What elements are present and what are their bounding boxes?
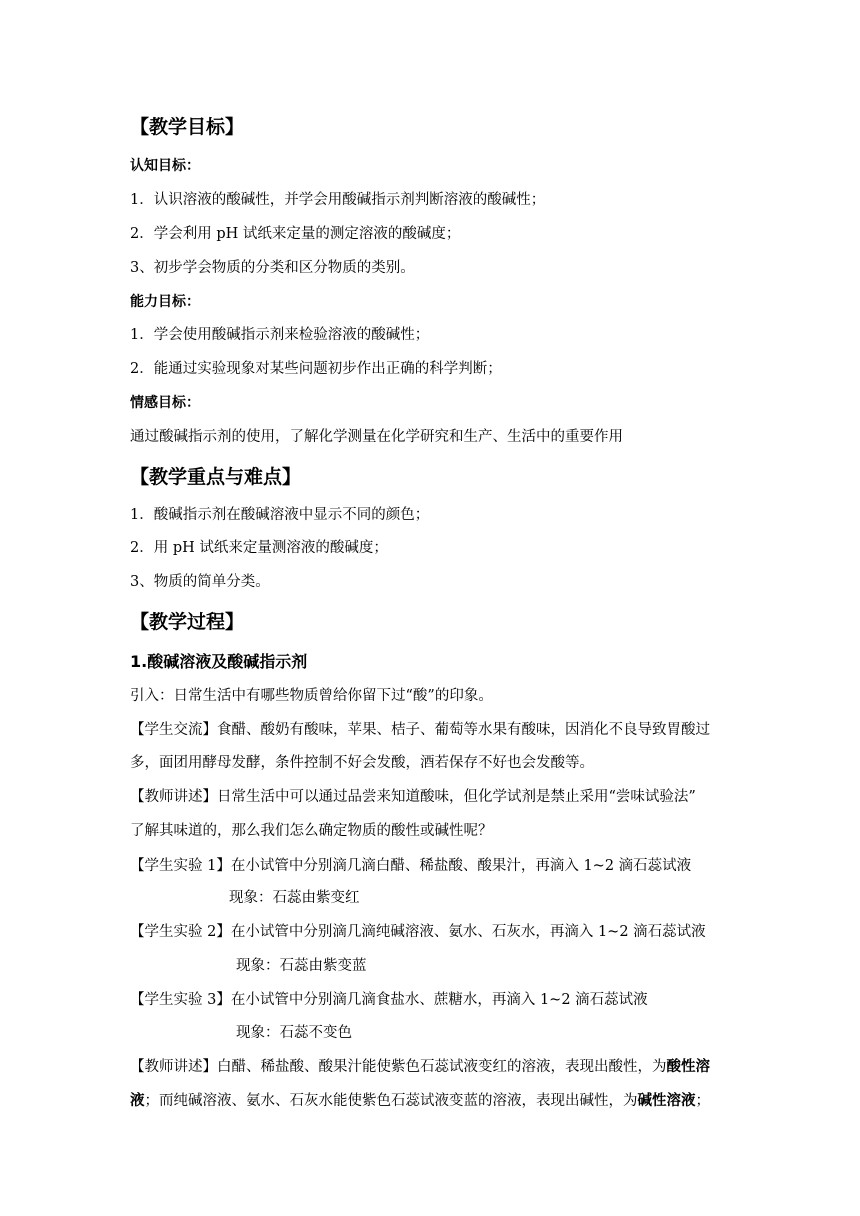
experiment-2: 【学生实验 2】在小试管中分别滴几滴纯碱溶液、氨水、石灰水，再滴入 1~2 滴石蕊试液	[130, 924, 706, 940]
lecture-punct: ；	[695, 1093, 710, 1109]
observation-3: 现象：石蕊不变色	[236, 1025, 352, 1041]
observation-1: 现象：石蕊由紫变红	[229, 890, 360, 906]
teacher-lecture-2-line-1	[130, 1057, 710, 1077]
emotion-heading: 情感目标：	[130, 395, 200, 411]
ability-heading: 能力目标：	[130, 294, 200, 310]
bold-term-acidic-end: 液	[130, 1093, 145, 1109]
lecture-text: ；而纯碱溶液、氨水、石灰水能使紫色石蕊试液变蓝的溶液，表现出碱性，为	[144, 1093, 638, 1109]
objectives-title: 【教学目标】	[130, 116, 245, 138]
student-exchange-line-2: 多，面团用酵母发酵，条件控制不好会发酸，酒若保存不好也会发酸等。	[130, 755, 594, 771]
cognitive-item-3: 3、初步学会物质的分类和区分物质的类别。	[130, 260, 415, 276]
bold-term-basic: 碱性溶液	[637, 1093, 696, 1109]
intro-text: 引入：日常生活中有哪些物质曾给你留下过“酸”的印象。	[130, 688, 493, 704]
student-exchange-line-1: 【学生交流】食醋、酸奶有酸味，苹果、桔子、葡萄等水果有酸味，因消化不良导致胃酸过	[130, 722, 710, 738]
keypoint-item-1: 1．酸碱指示剂在酸碱溶液中显示不同的颜色；	[130, 507, 430, 523]
process-title: 【教学过程】	[130, 611, 245, 633]
ability-item-1: 1．学会使用酸碱指示剂来检验溶液的酸碱性；	[130, 327, 430, 343]
cognitive-item-2: 2．学会利用 pH 试纸来定量的测定溶液的酸碱度；	[130, 226, 461, 242]
lecture-text: 【教师讲述】白醋、稀盐酸、酸果汁能使紫色石蕊试液变红的溶液，表现出酸性，为	[130, 1059, 667, 1075]
keypoint-item-2: 2．用 pH 试纸来定量测溶液的酸碱度；	[130, 540, 388, 556]
teacher-lecture-line-1: 【教师讲述】日常生活中可以通过品尝来知道酸味，但化学试剂是禁止采用“尝味试验法”	[130, 789, 696, 805]
experiment-3: 【学生实验 3】在小试管中分别滴几滴食盐水、蔗糖水，再滴入 1~2 滴石蕊试液	[130, 992, 648, 1008]
experiment-1: 【学生实验 1】在小试管中分别滴几滴白醋、稀盐酸、酸果汁，再滴入 1~2 滴石蕊试液	[130, 858, 692, 874]
teacher-lecture-line-2: 了解其味道的，那么我们怎么确定物质的酸性或碱性呢？	[130, 823, 493, 839]
observation-2: 现象：石蕊由紫变蓝	[236, 958, 367, 974]
teacher-lecture-2-line-2	[130, 1091, 710, 1111]
emotion-text: 通过酸碱指示剂的使用，了解化学测量在化学研究和生产、生活中的重要作用	[130, 429, 623, 445]
ability-item-2: 2．能通过实验现象对某些问题初步作出正确的科学判断；	[130, 361, 502, 377]
keypoint-item-3: 3、物质的简单分类。	[130, 574, 270, 590]
bold-term-acidic: 酸性溶	[666, 1059, 710, 1075]
keypoints-title: 【教学重点与难点】	[130, 466, 302, 488]
section-heading: 1.酸碱溶液及酸碱指示剂	[130, 652, 308, 671]
cognitive-heading: 认知目标：	[130, 158, 200, 174]
cognitive-item-1: 1．认识溶液的酸碱性，并学会用酸碱指示剂判断溶液的酸碱性；	[130, 192, 546, 208]
